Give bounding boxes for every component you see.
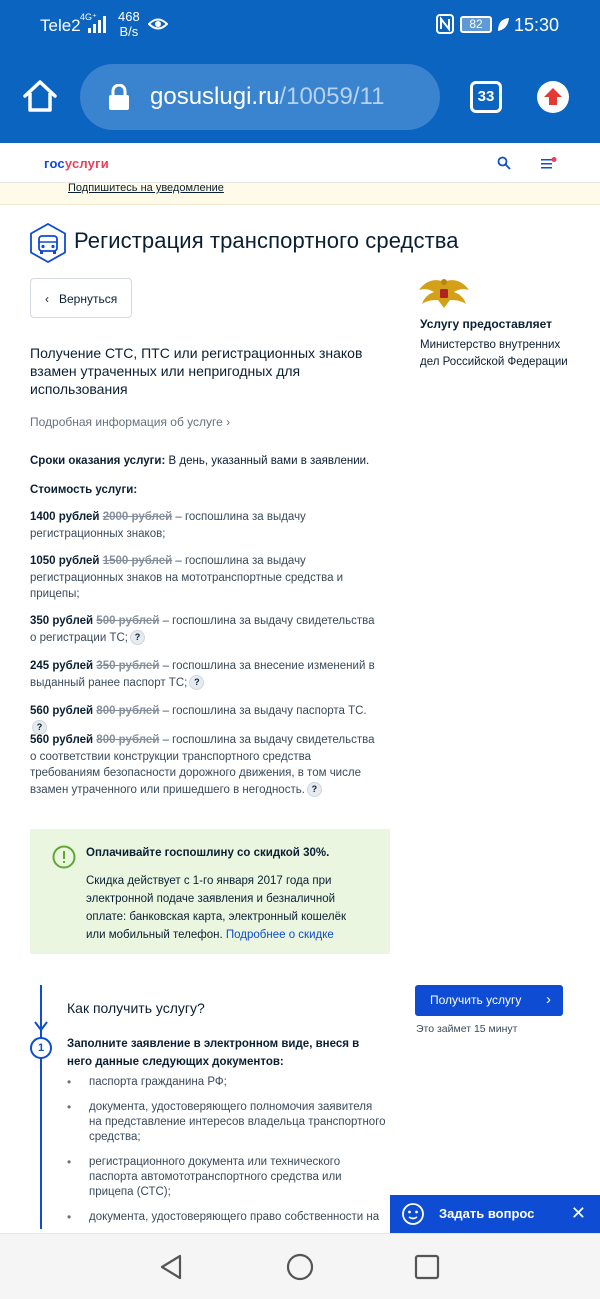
chevron-right-icon: › <box>546 991 551 1008</box>
get-service-button[interactable] <box>415 985 563 1016</box>
service-terms <box>30 453 380 470</box>
fee-price: 350 рублей <box>30 615 94 627</box>
help-icon[interactable]: ? <box>189 675 204 690</box>
fee-old-price: 2000 рублей <box>102 511 173 523</box>
step-number: 1 <box>30 1037 52 1059</box>
discount-text <box>86 872 361 944</box>
provider-name: Министерство внутренних дел Российской Федерации <box>420 339 568 368</box>
system-nav-bar <box>0 1233 600 1299</box>
provider-label: Услугу предоставляет <box>420 317 553 331</box>
fee-text: – госпошлина за выдачу паспорта ТС. <box>162 705 367 717</box>
carrier-name: Tele2 <box>40 16 81 35</box>
list-item: • паспорта гражданина РФ; <box>67 1075 387 1090</box>
fee-old-price: 500 рублей <box>96 615 160 627</box>
fee-item <box>30 613 380 646</box>
more-info-link[interactable] <box>30 415 230 429</box>
logo-part-uslugi: услуги <box>64 156 109 171</box>
cost-label <box>30 482 380 499</box>
page-title: Регистрация транспортного средства <box>74 228 459 253</box>
nav-back-icon[interactable] <box>158 1253 184 1281</box>
fee-item <box>30 553 380 603</box>
url-domain: gosuslugi.ru <box>150 83 280 110</box>
home-icon[interactable] <box>22 78 58 114</box>
logo-part-gos: гос <box>44 156 65 171</box>
fee-item <box>30 658 380 691</box>
gosuslugi-logo[interactable] <box>44 156 109 171</box>
search-icon[interactable] <box>497 156 511 170</box>
discount-link[interactable]: Подробнее о скидке <box>225 929 334 941</box>
notification-banner <box>0 183 600 205</box>
clock: 15:30 <box>514 15 560 35</box>
discount-banner <box>30 829 390 954</box>
menu-icon[interactable] <box>541 157 557 169</box>
ask-question-label: Задать вопрос <box>439 1206 535 1221</box>
nav-home-icon[interactable] <box>286 1253 314 1281</box>
network-type: 4G⁺ <box>80 12 97 22</box>
arrow-down-icon <box>33 1010 49 1032</box>
fee-price: 560 рублей <box>30 705 94 717</box>
back-button-label: Вернуться <box>59 292 118 306</box>
documents-list <box>67 1075 387 1235</box>
fee-price: 560 рублей <box>30 734 94 746</box>
discount-title: Оплачивайте госпошлину со скидкой 30%. <box>86 847 330 859</box>
list-item: • документа, удостоверяющего право собственности на <box>67 1210 387 1225</box>
tabs-count-button[interactable]: 33 <box>470 81 502 113</box>
how-to-title: Как получить услугу? <box>67 1000 205 1016</box>
chat-bot-icon <box>400 1201 426 1227</box>
fee-text: – госпошлина за выдачу свидетельства о регистрации ТС; <box>30 615 375 644</box>
terms-value: В день, указанный вами в заявлении. <box>168 455 370 467</box>
mvd-emblem-icon <box>418 276 470 310</box>
chevron-right-icon: › <box>226 415 231 429</box>
more-info-label: Подробная информация об услуге <box>30 415 223 429</box>
fee-old-price: 1500 рублей <box>102 555 173 567</box>
url-text[interactable] <box>150 83 430 111</box>
step-title: Заполните заявление в электронном виде, внеся в него данные следующих документов: <box>67 1038 360 1068</box>
eye-icon <box>148 15 168 33</box>
browser-toolbar <box>0 50 600 143</box>
help-icon[interactable]: ? <box>32 720 47 735</box>
update-button[interactable] <box>537 81 569 113</box>
fee-old-price: 350 рублей <box>96 660 160 672</box>
fee-price: 1050 рублей <box>30 555 100 567</box>
car-icon <box>28 223 68 263</box>
chevron-left-icon: ‹ <box>45 292 49 306</box>
fee-text: – госпошлина за выдачу регистрационных знаков на мототранспортные средства и прицепы; <box>30 555 344 600</box>
nav-recent-apps-icon[interactable] <box>414 1254 440 1280</box>
site-header <box>0 143 600 183</box>
fee-item <box>30 509 380 542</box>
list-item: • регистрационного документа или технического паспорта автомототранспортного средства или прицепа (СТС); <box>67 1155 387 1200</box>
help-icon[interactable]: ? <box>130 630 145 645</box>
subscribe-link[interactable]: Подпишитесь на уведомление <box>68 182 224 194</box>
signal-icon <box>86 15 108 33</box>
close-icon[interactable]: ✕ <box>570 1203 586 1223</box>
fee-price: 1400 рублей <box>30 511 100 523</box>
power-saving-icon <box>496 17 510 33</box>
get-service-label: Получить услугу <box>430 993 522 1007</box>
nfc-icon <box>436 14 454 34</box>
fee-item <box>30 732 380 798</box>
fee-old-price: 800 рублей <box>96 734 160 746</box>
status-bar <box>0 0 600 50</box>
speed-value: 468 <box>118 9 140 24</box>
fee-text: – госпошлина за выдачу регистрационных знаков; <box>30 511 306 540</box>
ask-question-widget[interactable] <box>390 1195 600 1233</box>
lock-icon <box>108 84 130 110</box>
cost-label-text: Стоимость услуги: <box>30 484 138 496</box>
battery-icon: 82 <box>460 16 492 33</box>
arrow-up-icon <box>537 81 569 113</box>
back-button[interactable] <box>30 278 132 318</box>
service-name: Получение СТС, ПТС или регистрационных знаков взамен утраченных или непригодных для использования <box>30 345 363 397</box>
url-path: /10059/11 <box>279 83 385 110</box>
fee-text: – госпошлина за внесение изменений в выданный ранее паспорт ТС; <box>30 660 375 689</box>
fee-text: – госпошлина за выдачу свидетельства о соответствии конструкции транспортного средства требованиям безопасности дорожного движения, в том числе взамен утраченного или пришедшего в негодность. <box>30 734 375 796</box>
fee-price: 245 рублей <box>30 660 94 672</box>
help-icon[interactable]: ? <box>307 782 322 797</box>
speed-unit: B/s <box>119 24 139 39</box>
terms-label: Сроки оказания услуги: <box>30 455 166 467</box>
network-speed <box>118 9 140 39</box>
fee-old-price: 800 рублей <box>96 705 160 717</box>
exclamation-icon <box>52 845 76 869</box>
discount-body: Скидка действует с 1-го января 2017 года при электронной подаче заявления и безналичной оплате: банковская карта, электронный кошелёк или мобильный телефон. <box>86 875 347 941</box>
address-bar[interactable] <box>80 64 440 130</box>
duration-note: Это займет 15 минут <box>416 1023 518 1035</box>
list-item: • документа, удостоверяющего полномочия заявителя на представление интересов владельца транспортного средства; <box>67 1100 387 1145</box>
